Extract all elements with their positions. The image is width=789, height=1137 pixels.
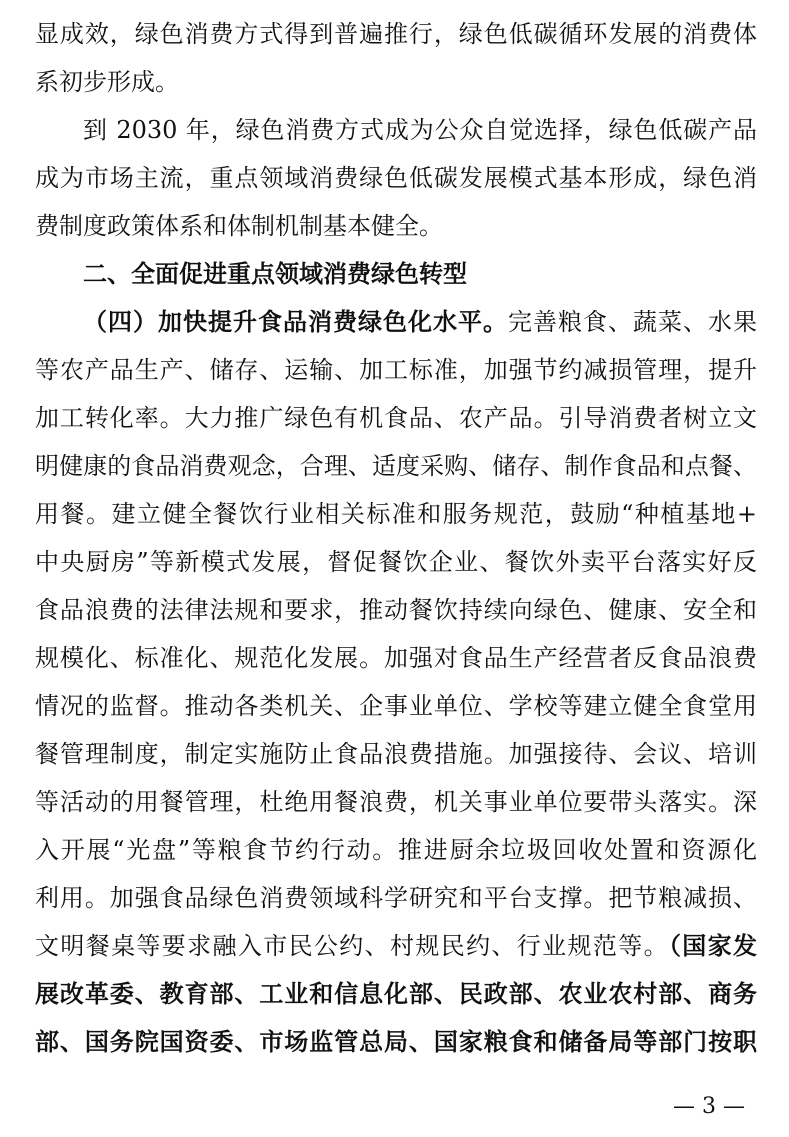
paragraph-line <box>35 922 757 970</box>
paragraph-line: 食品浪费的法律法规和要求，推动餐饮持续向绿色、健康、安全和 <box>35 596 757 624</box>
paragraph-line <box>83 298 757 346</box>
paragraph-line: 等活动的用餐管理，杜绝用餐浪费，机关事业单位要带头落实。深 <box>35 788 757 816</box>
paragraph-line: 利用。加强食品绿色消费领域科学研究和平台支撑。把节粮减损、 <box>35 884 757 912</box>
paragraph-line: 系初步形成。 <box>35 68 179 96</box>
paragraph-text: 完善粮食、蔬菜、水果 <box>508 308 757 336</box>
section-heading: 二、全面促进重点领域消费绿色转型 <box>83 260 467 288</box>
paragraph-line: 加工转化率。大力推广绿色有机食品、农产品。引导消费者树立文 <box>35 404 757 432</box>
paragraph-text: 文明餐桌等要求融入市民公约、村规民约、行业规范等。 <box>35 932 669 960</box>
paragraph-line: 规模化、标准化、规范化发展。加强对食品生产经营者反食品浪费 <box>35 644 757 672</box>
subsection-title: （四）加快提升食品消费绿色化水平。 <box>83 307 508 336</box>
paragraph-line: 餐管理制度，制定实施防止食品浪费措施。加强接待、会议、培训 <box>35 740 757 768</box>
responsible-departments-line: 展改革委、教育部、工业和信息化部、民政部、农业农村部、商务 <box>35 979 757 1008</box>
paragraph-line: 情况的监督。推动各类机关、企事业单位、学校等建立健全食堂用 <box>35 692 757 720</box>
page-number: — 3 — <box>673 1094 745 1119</box>
paragraph-line: 明健康的食品消费观念，合理、适度采购、储存、制作食品和点餐、 <box>35 452 757 480</box>
paragraph-line: 费制度政策体系和体制机制基本健全。 <box>35 212 443 240</box>
paragraph-line: 显成效，绿色消费方式得到普遍推行，绿色低碳循环发展的消费体 <box>35 20 757 48</box>
responsible-departments-line: 部、国务院国资委、市场监管总局、国家粮食和储备局等部门按职 <box>35 1027 757 1056</box>
paragraph-line: 用餐。建立健全餐饮行业相关标准和服务规范，鼓励“种植基地+ <box>35 500 757 528</box>
responsible-departments: （国家发 <box>668 931 757 960</box>
paragraph-line: 成为市场主流，重点领域消费绿色低碳发展模式基本形成，绿色消 <box>35 164 757 192</box>
paragraph-line: 到 2030 年，绿色消费方式成为公众自觉选择，绿色低碳产品 <box>83 116 757 144</box>
paragraph-line: 等农产品生产、储存、运输、加工标准，加强节约减损管理，提升 <box>35 356 757 384</box>
paragraph-line: 入开展“光盘”等粮食节约行动。推进厨余垃圾回收处置和资源化 <box>35 836 757 864</box>
paragraph-line: 中央厨房”等新模式发展，督促餐饮企业、餐饮外卖平台落实好反 <box>35 548 757 576</box>
